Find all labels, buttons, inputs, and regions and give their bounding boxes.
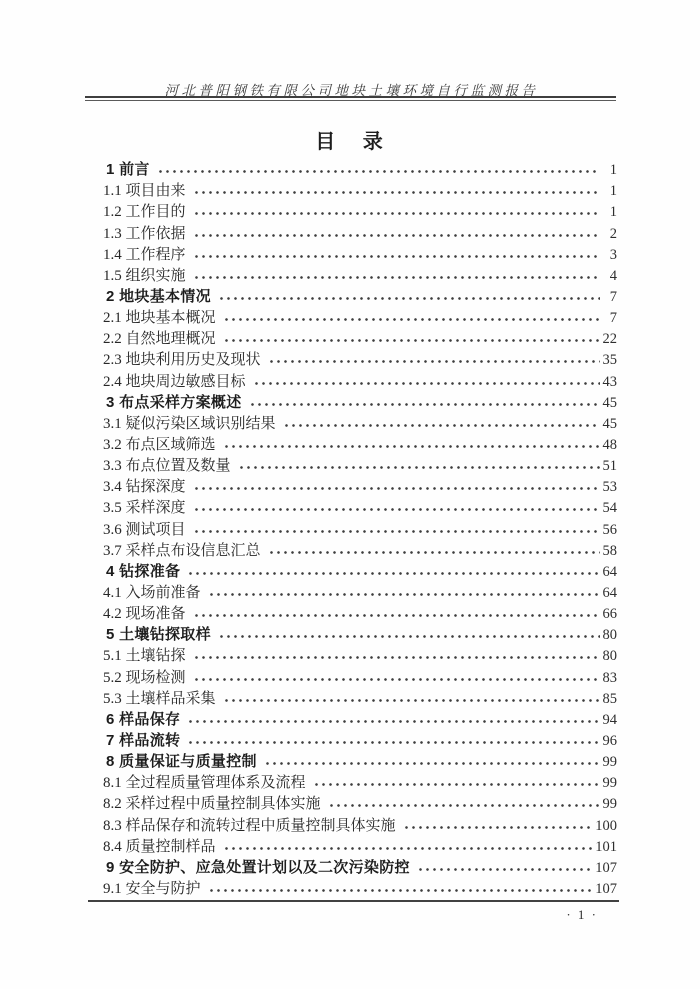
toc-entry-label: 4.2 现场准备 <box>103 606 186 623</box>
toc-entry-label: 8 质量保证与质量控制 <box>106 753 257 771</box>
toc-leader-dots <box>417 857 592 878</box>
toc-leader-dots <box>208 582 600 603</box>
toc-entry-page-number: 101 <box>595 838 617 855</box>
toc-entry-label: 2.4 地块周边敏感目标 <box>103 373 246 390</box>
toc-entry-page-number: 83 <box>602 669 617 686</box>
toc-leader-dots <box>193 666 600 687</box>
toc-entry-label: 2 地块基本情况 <box>106 287 211 305</box>
toc-entry-page-number: 54 <box>602 500 617 517</box>
toc-leader-dots <box>157 159 600 180</box>
toc-entry <box>103 878 617 899</box>
toc-entry-label: 9 安全防护、应急处置计划以及二次污染防控 <box>106 858 410 876</box>
toc-leader-dots <box>193 201 600 222</box>
toc-entry-label: 1.2 工作目的 <box>103 204 186 221</box>
toc-entry <box>103 349 617 370</box>
toc-leader-dots <box>223 328 600 349</box>
toc-entry <box>103 666 617 687</box>
toc-entry-page-number: 85 <box>602 690 617 707</box>
toc-entry <box>103 730 617 751</box>
toc-leader-dots <box>223 836 593 857</box>
toc-entry <box>103 751 617 772</box>
toc-entry <box>103 688 617 709</box>
toc-entry-page-number: 64 <box>602 563 617 580</box>
header-divider-rule <box>85 96 616 101</box>
toc-entry-page-number: 2 <box>609 225 617 242</box>
toc-entry-label: 1.3 工作依据 <box>103 225 186 242</box>
toc-entry-page-number: 80 <box>602 627 617 644</box>
toc-entry <box>103 645 617 666</box>
toc-entry <box>103 328 617 349</box>
toc-entry-page-number: 1 <box>609 204 617 221</box>
toc-entry-label: 8.4 质量控制样品 <box>103 838 216 855</box>
table-of-contents <box>103 159 617 899</box>
toc-entry <box>103 540 617 561</box>
toc-entry-label: 1.1 项目由来 <box>103 183 186 200</box>
page-title: 目 录 <box>315 131 385 153</box>
toc-entry-page-number: 1 <box>609 162 617 179</box>
toc-entry-label: 5 土壤钻探取样 <box>106 626 211 644</box>
toc-entry-label: 3.2 布点区域筛选 <box>103 436 216 453</box>
toc-entry-page-number: 45 <box>602 394 617 411</box>
toc-entry-page-number: 35 <box>602 352 617 369</box>
toc-leader-dots <box>193 244 600 265</box>
toc-entry-page-number: 99 <box>602 754 617 771</box>
toc-entry-label: 9.1 安全与防护 <box>103 880 201 897</box>
toc-entry <box>103 497 617 518</box>
footer-divider-rule <box>88 900 619 902</box>
toc-entry <box>103 836 617 857</box>
toc-entry-label: 8.3 样品保存和流转过程中质量控制具体实施 <box>103 817 396 834</box>
toc-entry <box>103 265 617 286</box>
toc-leader-dots <box>223 307 600 328</box>
toc-entry-label: 4 钻探准备 <box>106 562 181 580</box>
toc-entry-label: 7 样品流转 <box>106 731 181 749</box>
toc-leader-dots <box>223 434 600 455</box>
toc-entry-label: 3.1 疑似污染区域识别结果 <box>103 415 276 432</box>
toc-entry-label: 1 前言 <box>106 161 150 179</box>
toc-entry-page-number: 100 <box>595 817 617 834</box>
toc-entry-page-number: 4 <box>609 267 617 284</box>
toc-leader-dots <box>193 645 600 666</box>
toc-entry-page-number: 53 <box>602 479 617 496</box>
toc-entry-page-number: 66 <box>602 606 617 623</box>
toc-entry-page-number: 107 <box>595 880 617 897</box>
toc-entry-page-number: 7 <box>609 310 617 327</box>
toc-entry <box>103 413 617 434</box>
toc-entry-page-number: 99 <box>602 775 617 792</box>
toc-entry-label: 4.1 入场前准备 <box>103 584 201 601</box>
toc-entry <box>103 159 617 180</box>
toc-entry-label: 3.5 采样深度 <box>103 500 186 517</box>
toc-entry <box>103 582 617 603</box>
toc-entry-page-number: 3 <box>609 246 617 263</box>
toc-leader-dots <box>193 518 600 539</box>
toc-entry <box>103 624 617 645</box>
toc-leader-dots <box>193 476 600 497</box>
toc-entry-page-number: 96 <box>602 732 617 749</box>
toc-entry <box>103 180 617 201</box>
toc-entry-label: 3.7 采样点布设信息汇总 <box>103 542 261 559</box>
toc-entry <box>103 307 617 328</box>
toc-entry <box>103 814 617 835</box>
toc-entry <box>103 222 617 243</box>
toc-entry <box>103 603 617 624</box>
toc-entry-label: 5.1 土壤钻探 <box>103 648 186 665</box>
toc-entry <box>103 476 617 497</box>
toc-entry-page-number: 94 <box>602 711 617 728</box>
toc-leader-dots <box>187 730 599 751</box>
toc-entry-label: 2.3 地块利用历史及现状 <box>103 352 261 369</box>
toc-entry <box>103 455 617 476</box>
toc-entry-label: 8.2 采样过程中质量控制具体实施 <box>103 796 321 813</box>
toc-entry <box>103 518 617 539</box>
toc-leader-dots <box>208 878 593 899</box>
toc-entry-label: 2.1 地块基本概况 <box>103 310 216 327</box>
toc-leader-dots <box>249 392 600 413</box>
toc-leader-dots <box>403 814 593 835</box>
toc-entry-label: 6 样品保存 <box>106 710 181 728</box>
toc-leader-dots <box>193 603 600 624</box>
toc-entry-page-number: 51 <box>602 458 617 475</box>
running-header-title: 河北普阳钢铁有限公司地块土壤环境自行监测报告 <box>164 83 539 98</box>
toc-entry <box>103 392 617 413</box>
toc-leader-dots <box>238 455 600 476</box>
toc-entry <box>103 201 617 222</box>
toc-entry <box>103 561 617 582</box>
toc-entry <box>103 857 617 878</box>
toc-leader-dots <box>218 624 600 645</box>
toc-entry-page-number: 45 <box>602 415 617 432</box>
toc-entry-label: 5.3 土壤样品采集 <box>103 690 216 707</box>
toc-entry-page-number: 1 <box>609 183 617 200</box>
toc-entry-label: 1.4 工作程序 <box>103 246 186 263</box>
toc-leader-dots <box>253 370 600 391</box>
toc-entry-page-number: 7 <box>609 288 617 305</box>
toc-entry <box>103 244 617 265</box>
toc-leader-dots <box>283 413 600 434</box>
toc-entry-label: 5.2 现场检测 <box>103 669 186 686</box>
toc-leader-dots <box>187 561 599 582</box>
toc-entry <box>103 793 617 814</box>
toc-entry-label: 2.2 自然地理概况 <box>103 331 216 348</box>
toc-entry-label: 3.6 测试项目 <box>103 521 186 538</box>
toc-entry-page-number: 22 <box>602 331 617 348</box>
toc-entry <box>103 370 617 391</box>
toc-leader-dots <box>193 265 600 286</box>
toc-entry-page-number: 80 <box>602 648 617 665</box>
toc-entry <box>103 709 617 730</box>
toc-leader-dots <box>268 540 600 561</box>
toc-leader-dots <box>328 793 600 814</box>
toc-entry <box>103 286 617 307</box>
toc-entry-label: 3 布点采样方案概述 <box>106 393 242 411</box>
toc-leader-dots <box>223 688 600 709</box>
toc-leader-dots <box>218 286 600 307</box>
toc-entry-page-number: 107 <box>595 859 617 876</box>
toc-entry <box>103 772 617 793</box>
toc-entry-page-number: 43 <box>602 373 617 390</box>
toc-entry-label: 3.4 钻探深度 <box>103 479 186 496</box>
toc-entry-page-number: 56 <box>602 521 617 538</box>
toc-leader-dots <box>268 349 600 370</box>
toc-entry-label: 1.5 组织实施 <box>103 267 186 284</box>
toc-leader-dots <box>193 497 600 518</box>
toc-leader-dots <box>264 751 600 772</box>
toc-entry-page-number: 48 <box>602 436 617 453</box>
toc-entry-page-number: 64 <box>602 584 617 601</box>
toc-entry-label: 3.3 布点位置及数量 <box>103 458 231 475</box>
toc-entry <box>103 434 617 455</box>
toc-entry-page-number: 99 <box>602 796 617 813</box>
toc-leader-dots <box>313 772 600 793</box>
toc-entry-page-number: 58 <box>602 542 617 559</box>
toc-leader-dots <box>193 180 600 201</box>
footer-page-number: · 1 · <box>566 907 598 922</box>
toc-leader-dots <box>187 709 599 730</box>
toc-entry-label: 8.1 全过程质量管理体系及流程 <box>103 775 306 792</box>
toc-leader-dots <box>193 222 600 243</box>
